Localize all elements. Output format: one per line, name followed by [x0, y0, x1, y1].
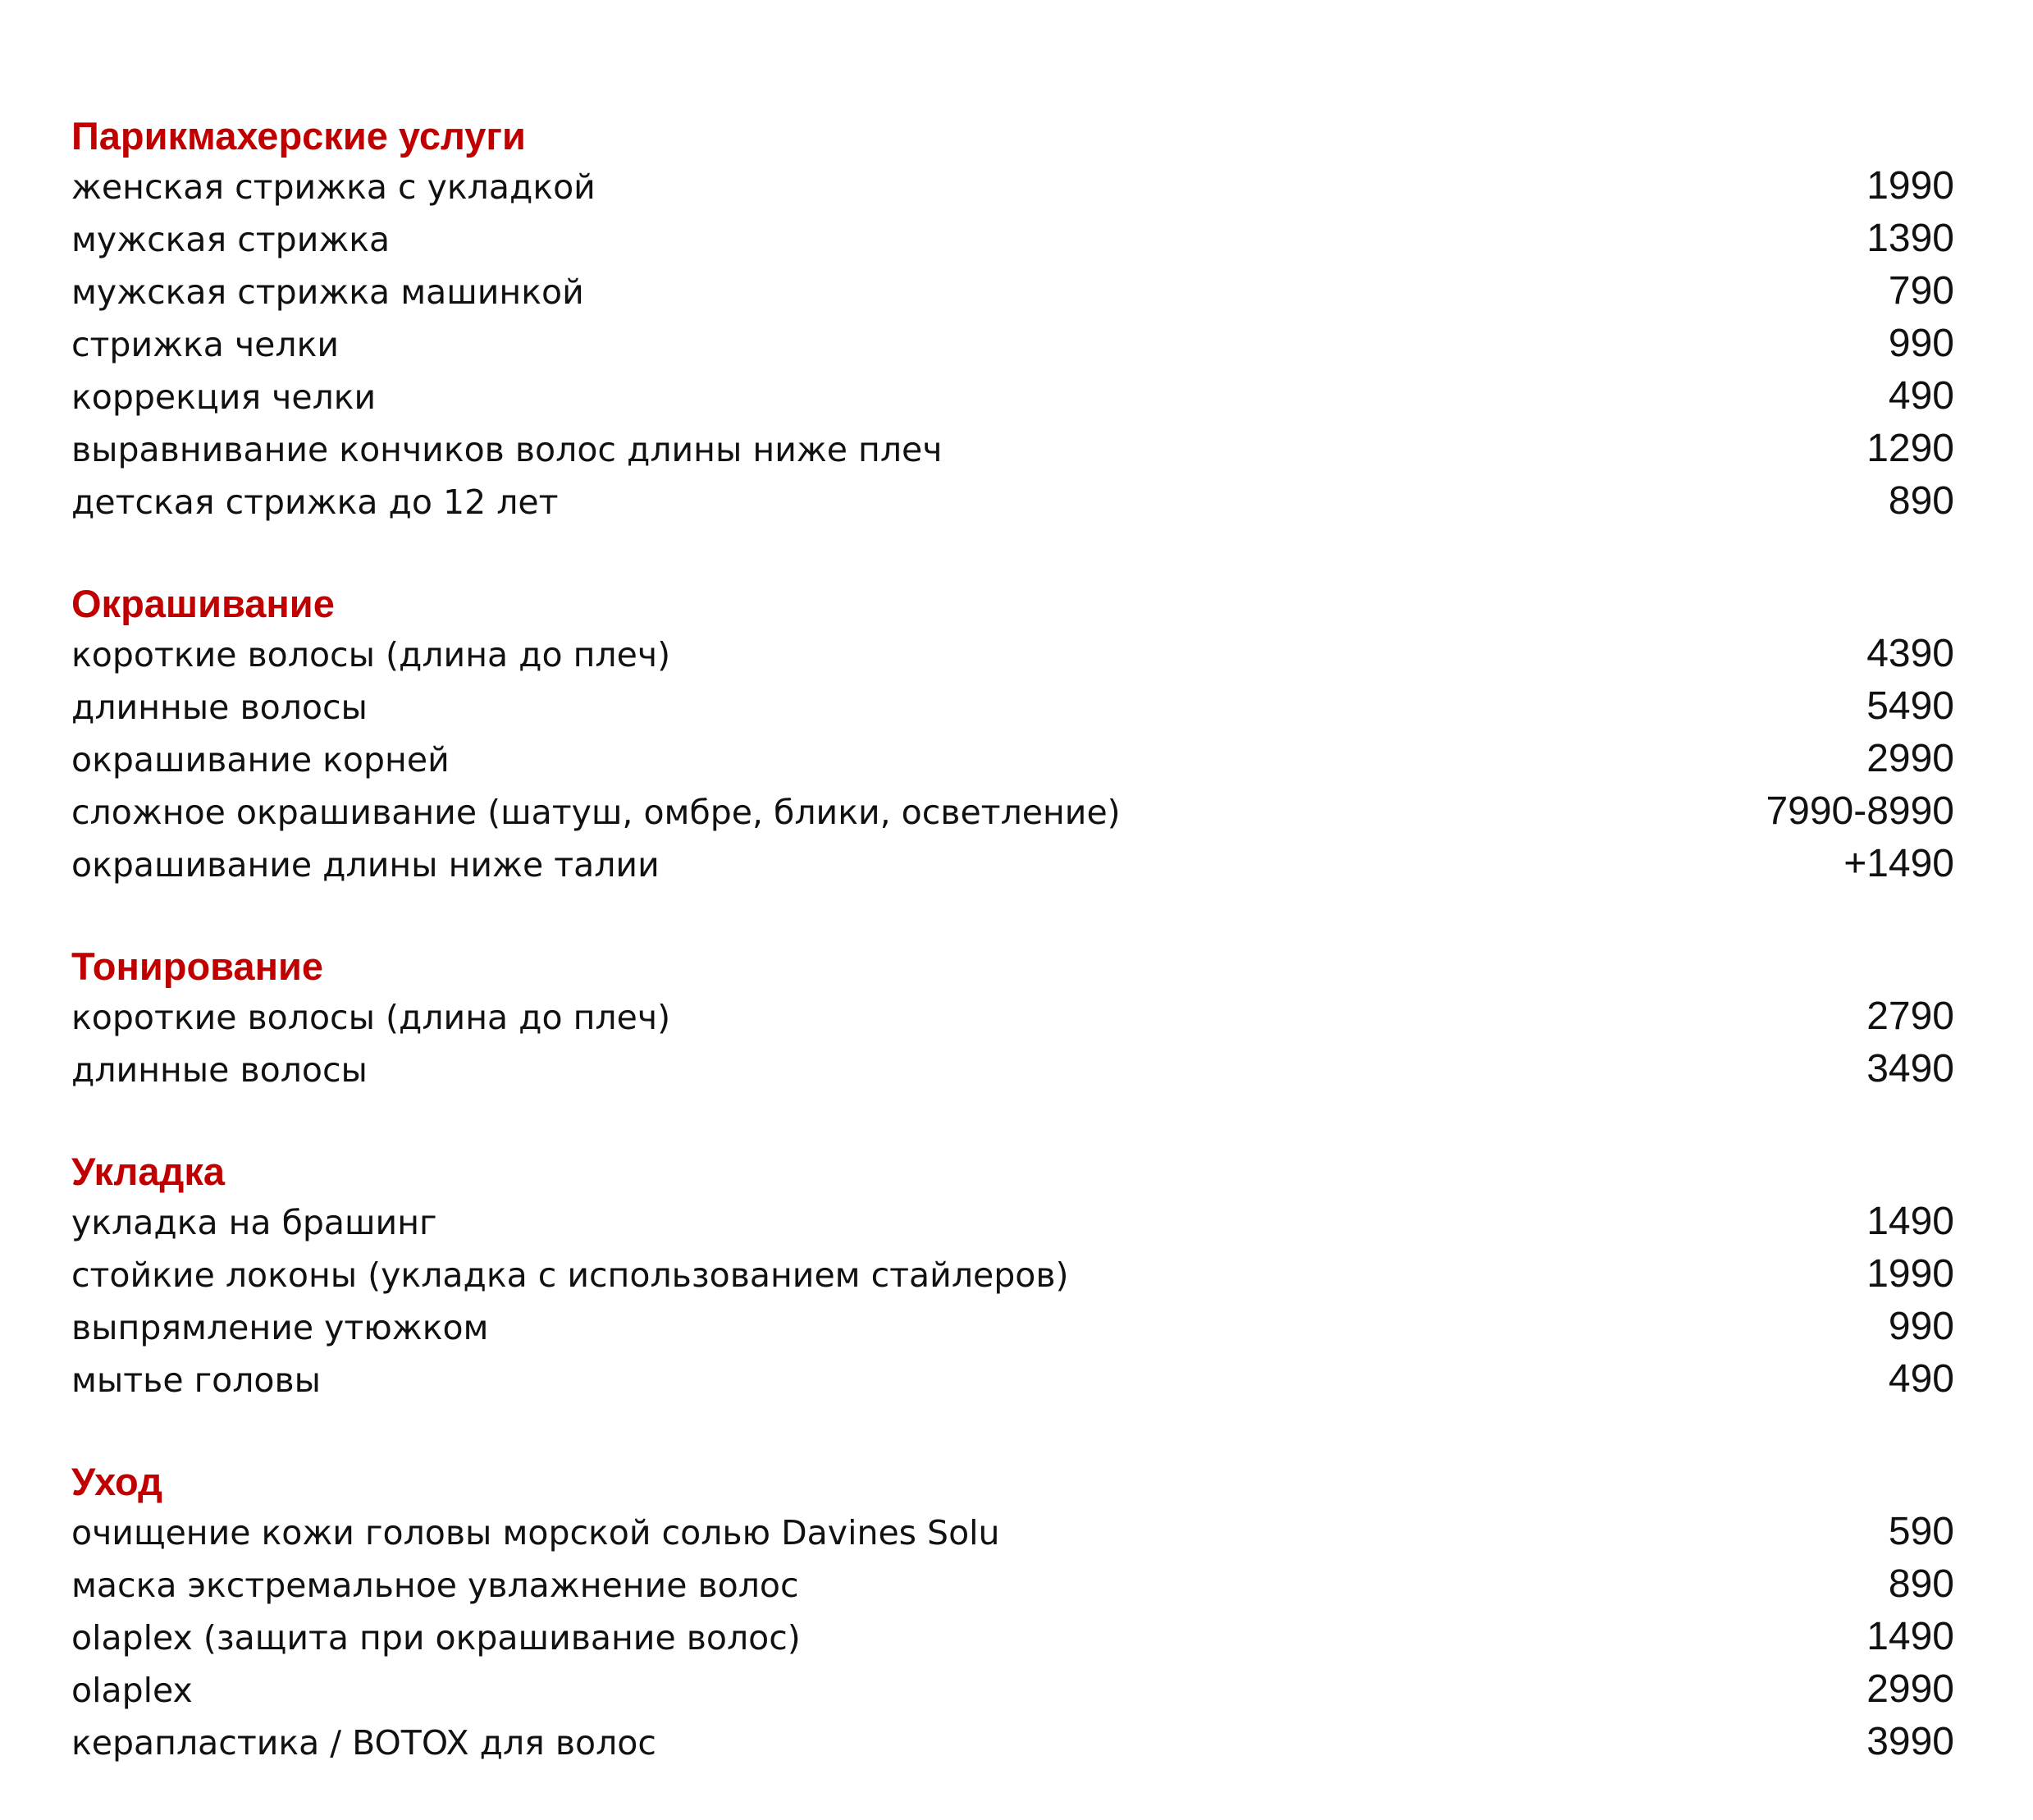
service-name: коррекция челки	[71, 377, 377, 417]
service-row	[71, 785, 1954, 838]
service-name: женская стрижка с укладкой	[71, 167, 596, 207]
section-title: Укладка	[71, 1150, 226, 1193]
service-name: сложное окрашивание (шатуш, омбре, блики, осветление)	[71, 793, 1121, 832]
price-list	[71, 112, 1954, 1820]
service-name: короткие волосы (длина до плеч)	[71, 635, 671, 674]
service-row	[71, 1663, 1954, 1716]
price-section	[71, 579, 1954, 890]
price-section	[71, 112, 1954, 528]
service-row	[71, 265, 1954, 318]
service-row	[71, 990, 1954, 1043]
service-name: мытье головы	[71, 1360, 322, 1400]
price-section	[71, 1147, 1954, 1406]
service-price: 4390	[1866, 632, 1954, 675]
service-price: 2990	[1866, 1667, 1954, 1711]
service-price: 1390	[1866, 217, 1954, 260]
service-row	[71, 1716, 1954, 1768]
service-name: выравнивание кончиков волос длины ниже плеч	[71, 430, 943, 469]
service-price: 490	[1888, 374, 1954, 418]
service-price: 7990-8990	[1766, 789, 1954, 833]
service-name: окрашивание длины ниже талии	[71, 845, 660, 885]
service-price: 1290	[1866, 427, 1954, 470]
service-name: olaplex (защита при окрашивание волос)	[71, 1618, 801, 1658]
section-title: Парикмахерские услуги	[71, 114, 526, 158]
service-price: 890	[1888, 1562, 1954, 1606]
service-row	[71, 838, 1954, 890]
service-price: 990	[1888, 1305, 1954, 1348]
service-name: маска экстремальное увлажнение волос	[71, 1566, 799, 1605]
service-row	[71, 1611, 1954, 1663]
price-section	[71, 1457, 1954, 1768]
service-price: 1990	[1866, 164, 1954, 208]
service-name: стойкие локоны (укладка с использованием стайлеров)	[71, 1255, 1069, 1295]
service-name: стрижка челки	[71, 325, 340, 364]
service-row	[71, 680, 1954, 733]
service-price: 3490	[1866, 1047, 1954, 1091]
service-name: детская стрижка до 12 лет	[71, 482, 559, 522]
section-title: Уход	[71, 1460, 162, 1503]
service-price: 890	[1888, 479, 1954, 523]
service-price: 1490	[1866, 1200, 1954, 1243]
service-row	[71, 1196, 1954, 1248]
service-name: керапластика / BOTOX для волос	[71, 1723, 656, 1763]
service-row	[71, 160, 1954, 213]
service-price: 1990	[1866, 1252, 1954, 1296]
service-name: окрашивание корней	[71, 740, 450, 780]
service-name: очищение кожи головы морской солью Davines Solu	[71, 1513, 1000, 1552]
service-price: 990	[1888, 322, 1954, 365]
service-name: укладка на брашинг	[71, 1203, 437, 1242]
service-price: +1490	[1843, 842, 1954, 885]
service-price: 1490	[1866, 1615, 1954, 1658]
service-name: короткие волосы (длина до плеч)	[71, 998, 671, 1037]
service-name: длинные волосы	[71, 1050, 368, 1090]
service-row	[71, 370, 1954, 423]
section-title: Тонирование	[71, 944, 323, 988]
service-price: 790	[1888, 269, 1954, 313]
service-price: 2790	[1866, 995, 1954, 1038]
service-name: мужская стрижка	[71, 220, 391, 259]
service-row	[71, 423, 1954, 475]
service-row	[71, 733, 1954, 785]
service-row	[71, 1558, 1954, 1611]
service-name: olaplex	[71, 1671, 193, 1710]
service-name: длинные волосы	[71, 688, 368, 727]
service-row	[71, 475, 1954, 528]
service-price: 590	[1888, 1510, 1954, 1553]
service-row	[71, 213, 1954, 265]
service-row	[71, 1506, 1954, 1558]
service-row	[71, 1043, 1954, 1095]
service-row	[71, 1248, 1954, 1301]
service-row	[71, 1353, 1954, 1406]
service-name: выпрямление утюжком	[71, 1308, 489, 1347]
service-row	[71, 1301, 1954, 1353]
service-name: мужская стрижка машинкой	[71, 272, 584, 312]
service-price: 3990	[1866, 1720, 1954, 1763]
service-price: 2990	[1866, 737, 1954, 780]
service-row	[71, 628, 1954, 680]
service-row	[71, 318, 1954, 370]
service-price: 490	[1888, 1357, 1954, 1401]
section-title: Окрашивание	[71, 582, 335, 625]
price-section	[71, 942, 1954, 1095]
service-price: 5490	[1866, 684, 1954, 728]
